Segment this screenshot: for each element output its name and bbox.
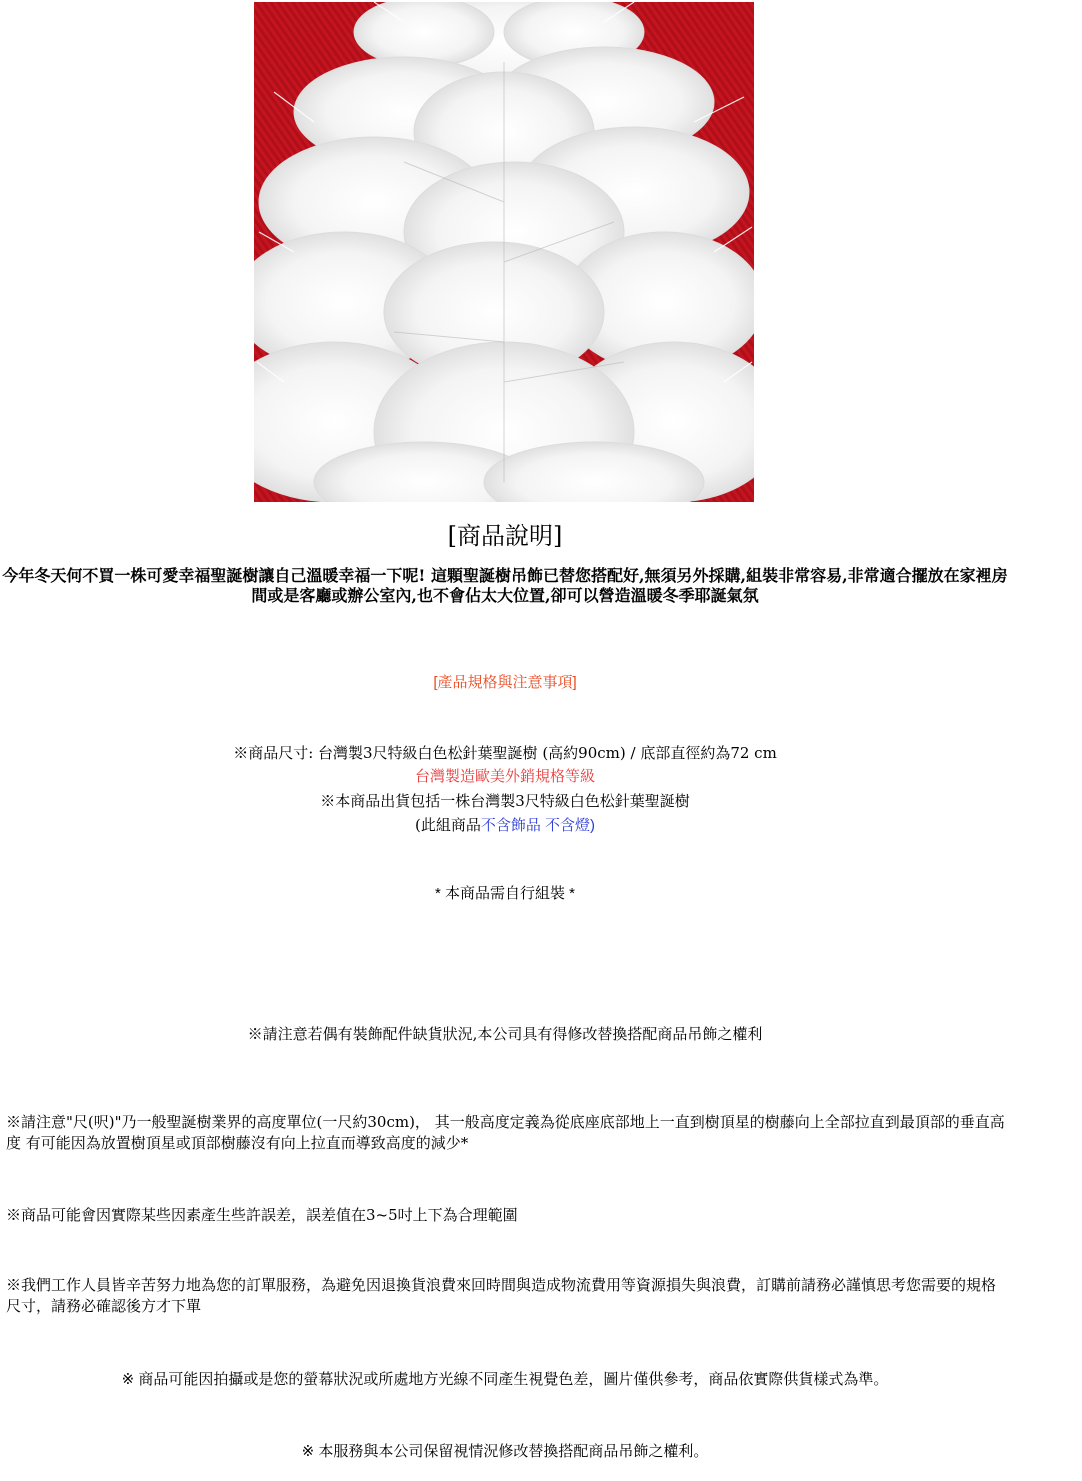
note-color-diff: ※ 商品可能因拍攝或是您的螢幕狀況或所處地方光線不同產生視覺色差，圖片僅供參考，商品依實際供貨樣式為準。	[121, 1371, 889, 1388]
product-image	[254, 2, 754, 502]
spec-exclude-prefix: (此組商品	[414, 816, 481, 834]
spec-exclude-items: 不含飾品 不含燈)	[480, 817, 596, 834]
spec-exclude-line	[0, 813, 1010, 838]
note-rights: ※ 本服務與本公司保留視情況修改替換搭配商品吊飾之權利。	[301, 1443, 709, 1460]
spec-package-line: ※本商品出貨包括一株台灣製3尺特級白色松針葉聖誕樹	[320, 792, 690, 810]
spec-heading: [產品規格與注意事項]	[433, 674, 577, 691]
section-title: [商品說明]	[447, 522, 563, 550]
note-service: ※我們工作人員皆辛苦努力地為您的訂單服務，為避免因退換貨浪費來回時間與造成物流費用等資源損失與浪費，訂購前請務必謹慎思考您需要的規格尺寸，請務必確認後方才下單	[6, 1276, 997, 1315]
intro-text: 今年冬天何不買一株可愛幸福聖誕樹讓自己溫暖幸福一下呢! 這顆聖誕樹吊飾已替您搭配好,無須另外採購,組裝非常容易,非常適合擺放在家裡房間或是客廳或辦公室內,也不會佔太大位置,卻可以營造溫暖冬季耶誕氣氛	[2, 566, 1008, 605]
spec-grade-line: 台灣製造歐美外銷規格等級	[414, 768, 595, 785]
spec-assembly-line: * 本商品需自行組裝 *	[434, 885, 575, 902]
note-tolerance: ※商品可能會因實際某些因素產生些許誤差，誤差值在3~5吋上下為合理範圍	[6, 1206, 518, 1224]
note-height-unit: ※請注意"尺(呎)"乃一般聖誕樹業界的高度單位(一尺約30cm)， 其一般高度定義為從底座底部地上一直到樹頂星的樹藤向上全部拉直到最頂部的垂直高度 有可能因為放置樹頂星或頂部樹藤沒有向上拉直而導致高度的減少*	[6, 1113, 1005, 1152]
note-accessories: ※請注意若偶有裝飾配件缺貨狀況,本公司具有得修改替換搭配商品吊飾之權利	[247, 1025, 763, 1043]
spec-size-line: ※商品尺寸: 台灣製3尺特級白色松針葉聖誕樹 (高約90cm) / 底部直徑約為72 cm	[233, 744, 777, 762]
christmas-tree-photo	[254, 2, 754, 502]
